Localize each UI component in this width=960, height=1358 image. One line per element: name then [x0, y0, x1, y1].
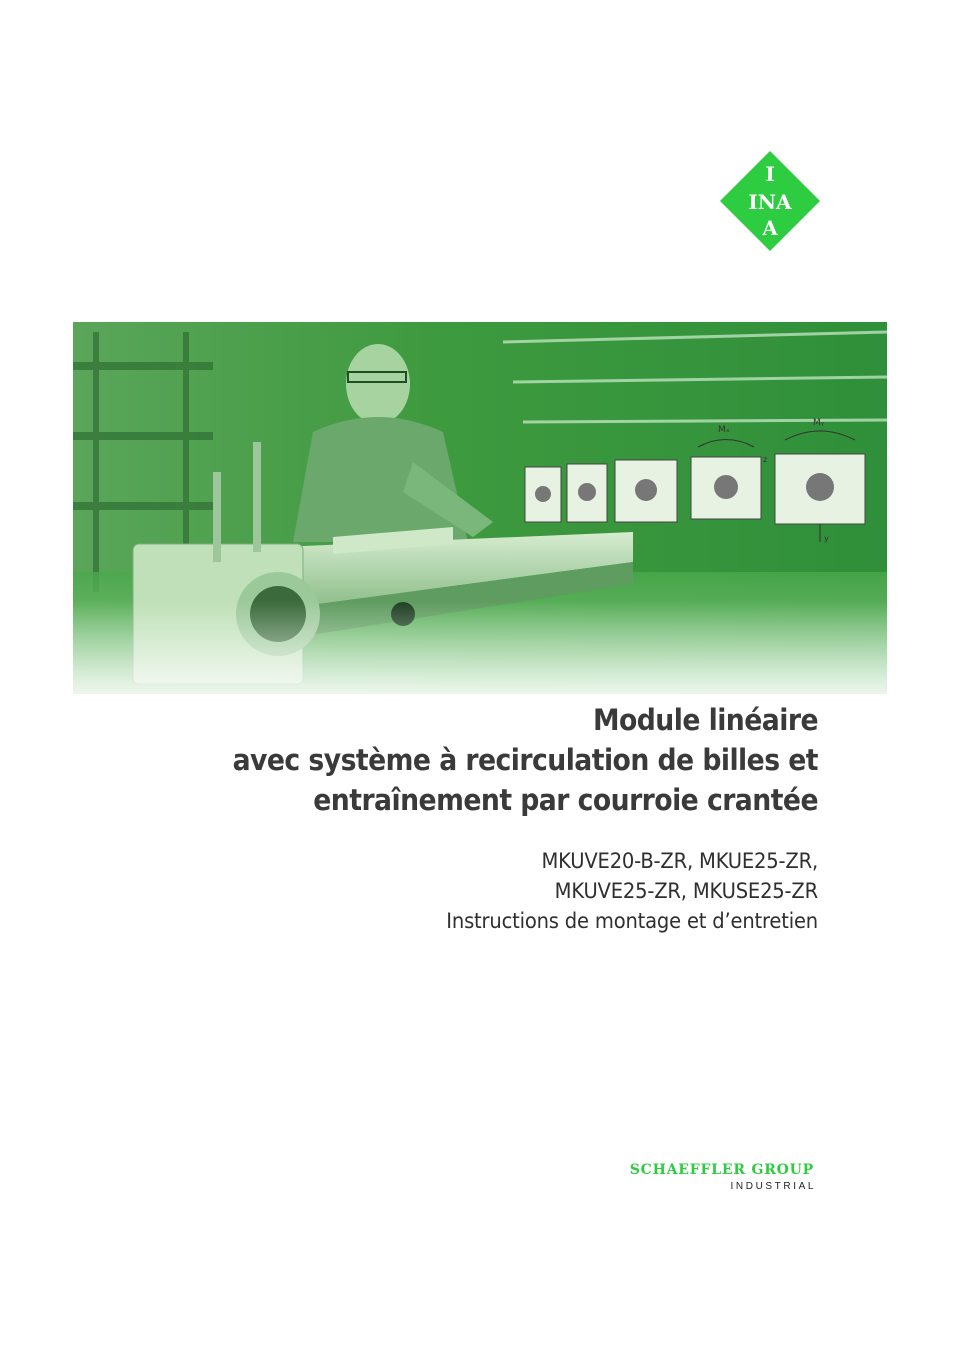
brand-name: SCHAEFFLER GROUP [629, 1162, 814, 1178]
logo-letter-bottom: A [762, 216, 778, 240]
logo-letter-top: I [765, 162, 775, 186]
hero-image [73, 322, 887, 694]
title-line-2: avec système à recirculation de billes et [232, 743, 818, 777]
title-line-3: entraînement par courroie crantée [313, 783, 818, 817]
logo-letter-middle: INA [748, 190, 792, 214]
document-title [98, 700, 818, 820]
schaeffler-brand [630, 1162, 814, 1194]
ina-logo [720, 151, 820, 251]
title-line-1: Module linéaire [592, 703, 818, 737]
model-list-line-2: MKUVE25-ZR, MKUSE25-ZR [554, 879, 818, 903]
model-list-line-1: MKUVE20-B-ZR, MKUE25-ZR, [541, 849, 818, 873]
brand-division: INDUSTRIAL [730, 1181, 816, 1192]
document-type: Instructions de montage et d’entretien [446, 909, 818, 933]
document-subtitle [218, 846, 818, 936]
